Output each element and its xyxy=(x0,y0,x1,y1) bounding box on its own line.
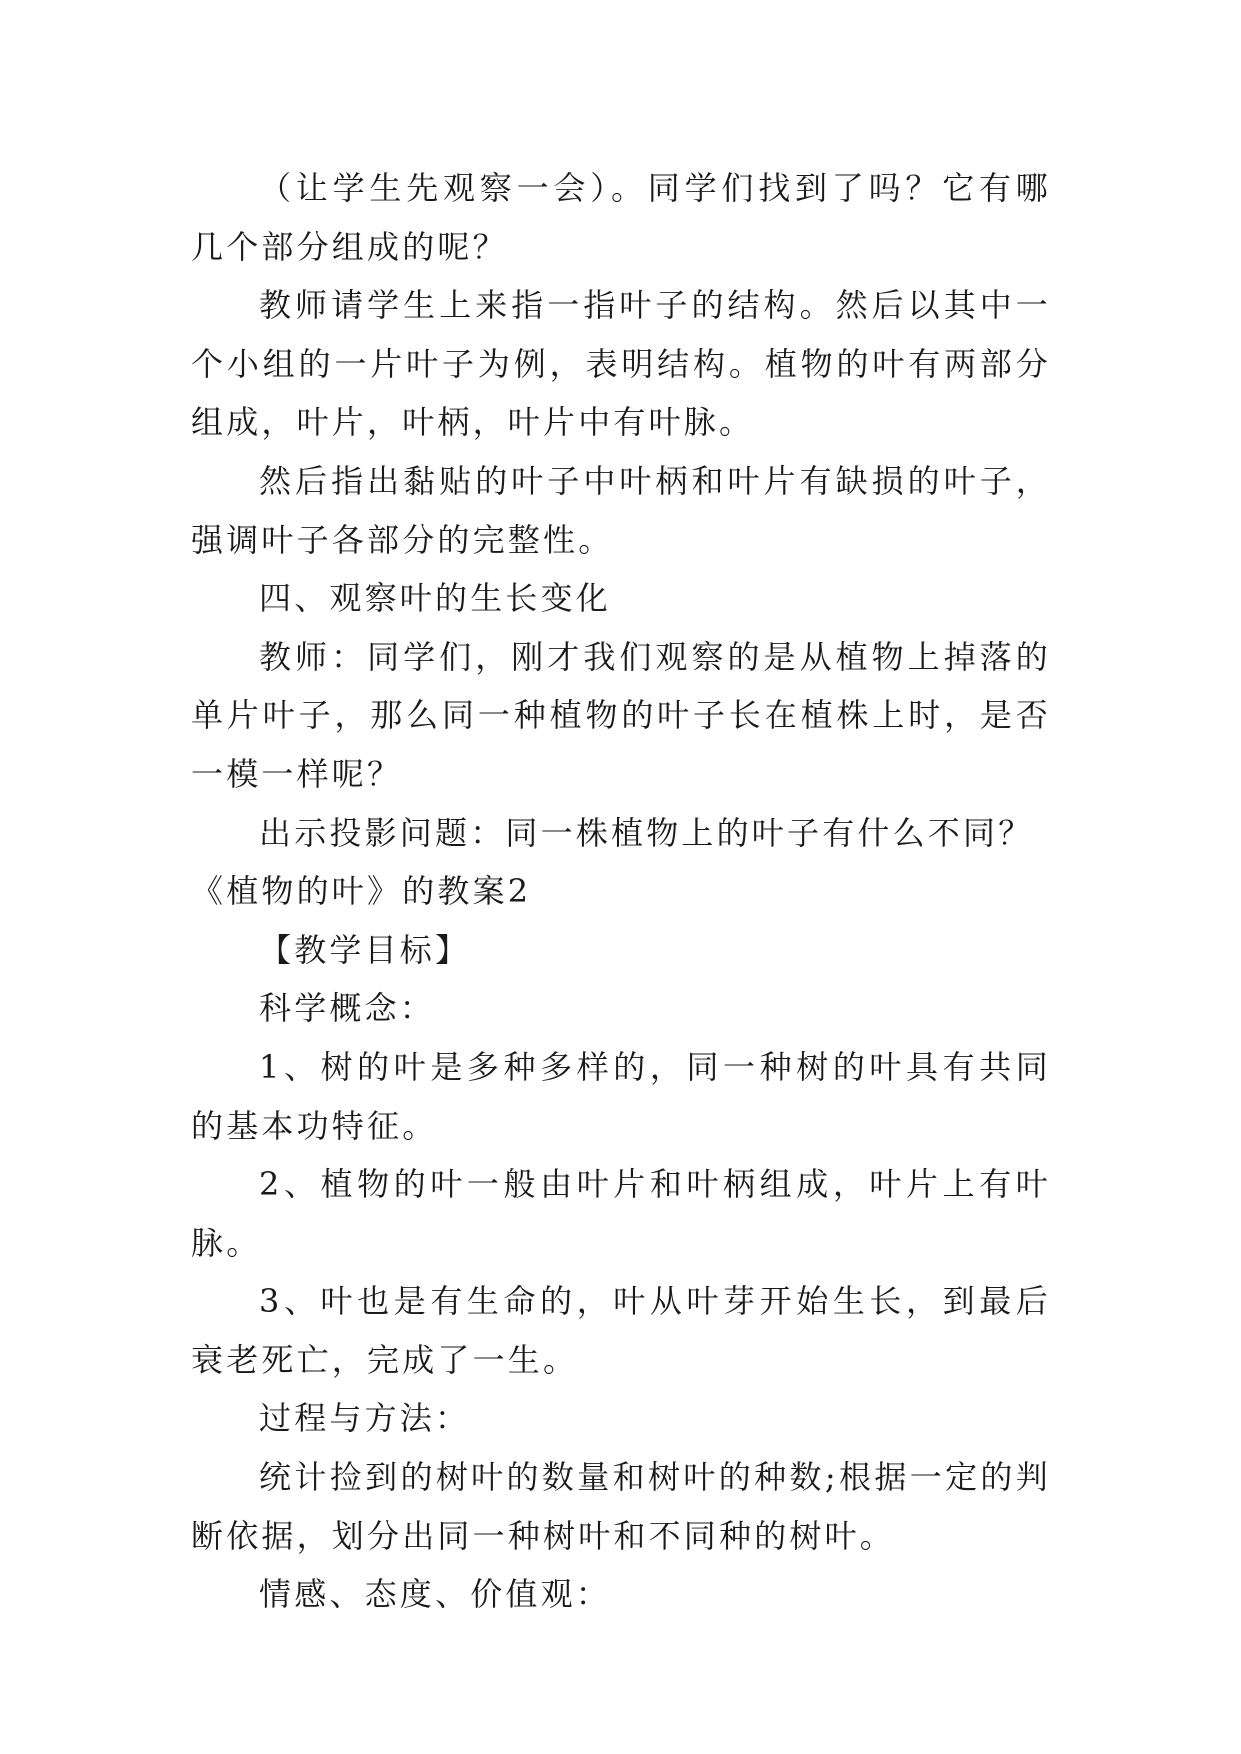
document-body xyxy=(191,159,1051,1624)
goal-item-1: 1、树的叶是多种多样的，同一种树的叶具有共同的基本功特征。 xyxy=(191,1047,1051,1145)
goal-item-2: 2、植物的叶一般由叶片和叶柄组成，叶片上有叶脉。 xyxy=(191,1165,1051,1262)
heading-teaching-goals: 【教学目标】 xyxy=(259,930,471,969)
paragraph-teacher-question: 教师：同学们，刚才我们观察的是从植物上掉落的单片叶子，那么同一种植物的叶子长在植株上时，是否一模一样呢？ xyxy=(191,637,1051,793)
heading-process-methods: 过程与方法： xyxy=(259,1399,471,1438)
heading-attitudes-values: 情感、态度、价值观： xyxy=(259,1575,612,1614)
goal-item-3: 3、叶也是有生命的，叶从叶芽开始生长，到最后衰老死亡，完成了一生。 xyxy=(191,1282,1051,1379)
paragraph-leaf-structure: 教师请学生上来指一指叶子的结构。然后以其中一个小组的一片叶子为例，表明结构。植物的叶有两部分组成，叶片，叶柄，叶片中有叶脉。 xyxy=(191,286,1051,442)
paragraph-process-methods: 统计捡到的树叶的数量和树叶的种数;根据一定的判断依据，划分出同一种树叶和不同种的树叶。 xyxy=(191,1458,1051,1555)
paragraph-observe-parts: （让学生先观察一会）。同学们找到了吗？它有哪几个部分组成的呢？ xyxy=(191,169,1051,266)
paragraph-projection-question: 出示投影问题：同一株植物上的叶子有什么不同？ xyxy=(259,813,1034,852)
section-heading-growth: 四、观察叶的生长变化 xyxy=(259,579,612,618)
lesson-plan-title: 《植物的叶》的教案2 xyxy=(191,872,532,911)
heading-science-concepts: 科学概念： xyxy=(259,989,436,1028)
paragraph-completeness: 然后指出黏贴的叶子中叶柄和叶片有缺损的叶子，强调叶子各部分的完整性。 xyxy=(191,461,1051,559)
